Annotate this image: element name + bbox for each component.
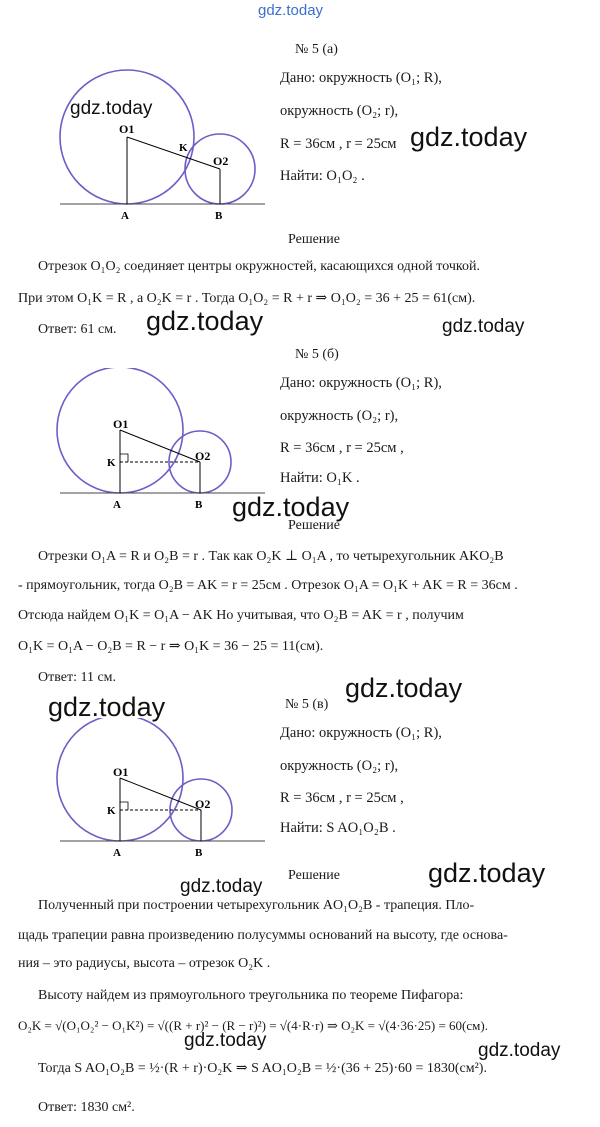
label-k: K [107,457,116,469]
solution-heading: Решение [288,232,341,247]
problem-c-number: № 5 (в) [285,697,329,712]
watermark: gdz.today [232,492,350,522]
solution-heading: Решение [288,868,341,883]
answer: Ответ: 1830 см². [38,1100,135,1115]
label-b: B [195,847,203,859]
solution-line: щадь трапеции равна произведению полусуммы оснований на высоту, где основа- [18,928,508,943]
label-o1: O1 [113,765,129,779]
watermark-top: gdz.today [258,2,324,19]
answer: Ответ: 11 см. [38,670,117,685]
solution-line: Отрезок O₁O₂ соединяет центры окружностей, касающихся одной точкой. [38,259,480,274]
solution-line: - прямоугольник, тогда O₂B = AK = r = 25см . Отрезок O₁A = O₁K + AK = R = 36см . [18,578,518,593]
given-line: R = 36см , r = 25см , [280,440,404,456]
solution-line: Высоту найдем из прямоугольного треугольника по теореме Пифагора: [38,988,464,1003]
watermark: gdz.today [146,306,264,336]
label-o1: O1 [119,122,135,136]
label-o2: O2 [213,154,229,168]
given-line: окружность (O₂; r), [280,758,399,774]
problem-b-number: № 5 (б) [295,347,339,362]
label-b: B [215,210,223,222]
given-line: Дано: окружность (O₁; R), [280,70,442,86]
solution-heading: Решение [288,518,341,533]
watermark: gdz.today [345,673,463,703]
label-o1: O1 [113,417,129,431]
problem-a-diagram [55,55,285,230]
given-line: Дано: окружность (O₁; R), [280,375,442,391]
label-o2: O2 [195,449,211,463]
solution-line: При этом O₁K = R , а O₂K = r . Тогда O₁O₂ = R + r ⇒ O₁O₂ = 36 + 25 = 61(см). [18,291,476,306]
watermark: gdz.today [442,316,525,337]
given-line: Найти: O₁O₂ . [280,168,365,184]
label-a: A [113,499,121,511]
solution-line: O₁K = O₁A − O₂B = R − r ⇒ O₁K = 36 − 25 = 11(см). [18,639,324,654]
solution-line: Полученный при построении четырехугольник AO₁O₂B - трапеция. Пло- [38,898,475,913]
formula-line: O₂K = √(O₁O₂² − O₁K²) = √((R + r)² − (R − r)²) = √(4·R·r) ⇒ O₂K = √(4·36·25) = 60(см). [18,1018,488,1033]
solution-line: ния – это радиусы, высота – отрезок O₂K . [18,956,271,971]
given-line: Найти: O₁K . [280,470,360,486]
watermark: gdz.today [48,692,166,722]
label-k: K [107,805,116,817]
label-o2: O2 [195,797,211,811]
label-a: A [121,210,129,222]
formula-line: Тогда S AO₁O₂B = ½·(R + r)·O₂K ⇒ S AO₁O₂B = ½·(36 + 25)·60 = 1830(см²). [38,1061,487,1076]
answer: Ответ: 61 см. [38,322,117,337]
label-k: K [179,142,188,154]
label-b: B [195,499,203,511]
given-line: окружность (O₂; r), [280,408,399,424]
problem-c-diagram [55,718,285,868]
problem-b-diagram [55,368,285,518]
label-a: A [113,847,121,859]
given-line: окружность (O₂; r), [280,103,399,119]
watermark: gdz.today [184,1030,267,1051]
watermark: gdz.today [70,98,153,119]
watermark: gdz.today [410,122,528,152]
solution-line: Отсюда найдем O₁K = O₁A − AK Но учитывая, что O₂B = AK = r , получим [18,608,464,623]
problem-a-number: № 5 (а) [295,42,338,57]
given-line: Дано: окружность (O₁; R), [280,725,442,741]
given-line: R = 36см , r = 25см , [280,790,404,806]
watermark: gdz.today [180,876,263,897]
watermark: gdz.today [428,858,546,888]
solution-line: Отрезки O₁A = R и O₂B = r . Так как O₂K ⊥ O₁A , то четырехугольник AKO₂B [38,549,504,564]
given-line: R = 36см , r = 25см [280,136,397,152]
given-line: Найти: S AO₁O₂B . [280,820,396,836]
watermark: gdz.today [478,1040,561,1061]
